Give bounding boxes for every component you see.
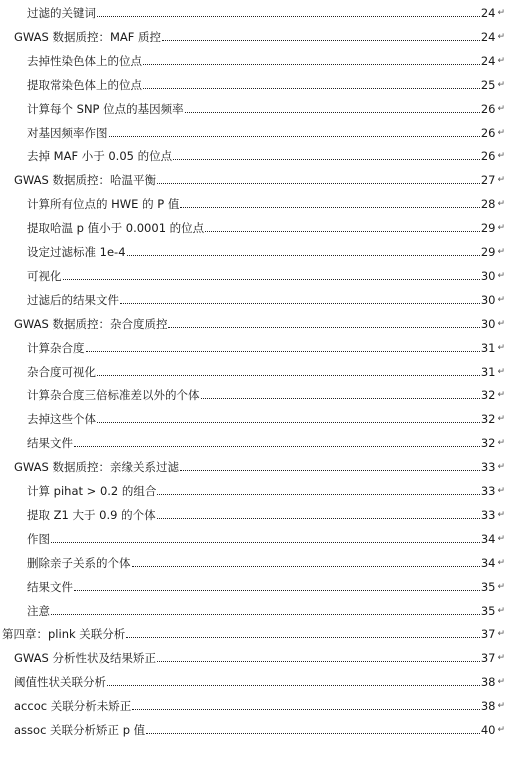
return-arrow-icon: ↵	[497, 79, 505, 90]
return-arrow-icon: ↵	[497, 151, 505, 162]
toc-entry-page-number: 33	[480, 484, 496, 498]
dot-leader	[205, 231, 480, 232]
toc-entry-link[interactable]	[27, 100, 505, 116]
dot-leader	[185, 112, 480, 113]
toc-entry-link[interactable]	[27, 578, 505, 594]
dot-leader	[74, 446, 480, 447]
return-arrow-icon: ↵	[497, 247, 505, 257]
toc-entry-link[interactable]	[27, 506, 505, 522]
toc-entry-link[interactable]	[14, 673, 505, 689]
toc-entry-title: 去掉 MAF 小于 0.05 的位点	[27, 149, 173, 164]
dot-leader	[74, 590, 480, 591]
toc-entry-title: 阈值性状关联分析	[14, 675, 106, 690]
return-arrow-icon: ↵	[497, 725, 505, 735]
toc-entry-link[interactable]	[27, 363, 505, 379]
return-arrow-icon: ↵	[497, 509, 505, 520]
return-arrow-icon: ↵	[497, 199, 505, 210]
dot-leader	[157, 661, 480, 662]
toc-entry-link[interactable]	[27, 243, 505, 259]
toc-entry-title: 计算 pihat > 0.2 的组合	[27, 484, 157, 498]
toc-entry-page-number: 31	[480, 364, 496, 379]
toc-entry-link[interactable]	[14, 28, 505, 44]
return-arrow-icon: ↵	[497, 366, 505, 377]
toc-entry-title: 计算每个 SNP 位点的基因频率	[27, 101, 184, 116]
toc-entry-link[interactable]	[27, 124, 505, 140]
toc-entry-title: 计算所有位点的 HWE 的 P 值	[27, 197, 180, 212]
toc-entry-link[interactable]	[2, 625, 505, 641]
toc-entry-title: 删除亲子关系的个体	[27, 555, 131, 570]
dot-leader	[157, 494, 479, 495]
toc-entry-link[interactable]	[27, 339, 505, 355]
toc-entry-title: 结果文件	[27, 436, 73, 451]
dot-leader	[126, 637, 480, 638]
toc-entry-link[interactable]	[27, 602, 505, 618]
toc-entry-title: GWAS 数据质控：MAF 质控	[14, 29, 162, 44]
toc-entry-link[interactable]	[27, 554, 505, 570]
toc-entry-page-number: 30	[480, 292, 496, 307]
return-arrow-icon: ↵	[497, 533, 505, 544]
toc-entry-title: 去掉这些个体	[27, 412, 96, 427]
toc-entry-page-number: 33	[480, 460, 496, 475]
toc-entry-page-number: 32	[480, 388, 496, 403]
toc-entry-page-number: 37	[480, 651, 496, 666]
dot-leader	[51, 614, 480, 615]
toc-entry-page-number: 33	[480, 507, 496, 522]
toc-entry-link[interactable]	[27, 52, 505, 68]
toc-entry-link[interactable]	[27, 4, 505, 20]
dot-leader	[120, 303, 480, 304]
toc-entry-title: 提取 Z1 大于 0.9 的个体	[27, 507, 156, 522]
toc-entry-title: 杂合度可视化	[27, 364, 96, 379]
toc-entry-link[interactable]	[27, 434, 505, 450]
toc-entry-page-number: 30	[480, 268, 496, 283]
dot-leader	[63, 279, 480, 280]
toc-entry-title: 可视化	[27, 268, 62, 283]
dot-leader	[132, 566, 480, 567]
dot-leader	[180, 207, 479, 208]
return-arrow-icon: ↵	[497, 462, 505, 473]
toc-entry-page-number: 24	[480, 6, 496, 20]
toc-entry-title: 过滤后的结果文件	[27, 292, 119, 307]
dot-leader	[157, 183, 480, 184]
toc-entry-link[interactable]	[27, 267, 505, 283]
toc-entry-link[interactable]	[14, 697, 505, 713]
dot-leader	[51, 542, 480, 543]
toc-entry-link[interactable]	[14, 458, 505, 474]
dot-leader	[146, 733, 480, 734]
toc-entry-page-number: 34	[480, 555, 496, 570]
dot-leader	[173, 159, 480, 160]
return-arrow-icon: ↵	[497, 31, 505, 42]
toc-entry-page-number: 26	[480, 101, 496, 116]
toc-entry-link[interactable]	[27, 195, 505, 211]
dot-leader	[162, 40, 480, 41]
toc-entry-title: 设定过滤标准 1e-4	[27, 245, 126, 259]
dot-leader	[180, 470, 480, 471]
return-arrow-icon: ↵	[497, 270, 505, 281]
return-arrow-icon: ↵	[497, 175, 505, 186]
toc-entry-title: 提取哈温 p 值小于 0.0001 的位点	[27, 221, 205, 236]
return-arrow-icon: ↵	[497, 438, 505, 449]
toc-entry-title: GWAS 分析性状及结果矫正	[14, 651, 156, 666]
toc-entry-page-number: 40	[480, 723, 496, 737]
toc-entry-link[interactable]	[27, 530, 505, 546]
dot-leader	[97, 422, 480, 423]
return-arrow-icon: ↵	[497, 605, 505, 616]
dot-leader	[107, 685, 480, 686]
return-arrow-icon: ↵	[497, 701, 505, 712]
return-arrow-icon: ↵	[497, 486, 505, 496]
toc-entry-page-number: 31	[480, 340, 496, 355]
toc-entry-page-number: 34	[480, 531, 496, 546]
return-arrow-icon: ↵	[497, 557, 505, 568]
toc-entry-page-number: 35	[480, 603, 496, 618]
return-arrow-icon: ↵	[497, 127, 505, 138]
return-arrow-icon: ↵	[497, 342, 505, 353]
toc-entry-page-number: 38	[480, 675, 496, 690]
toc-entry-title: 结果文件	[27, 579, 73, 594]
return-arrow-icon: ↵	[497, 55, 505, 66]
toc-entry-page-number: 32	[480, 412, 496, 427]
toc-entry-title: accoc 关联分析未矫正	[14, 699, 132, 714]
toc-entry-title: 注意	[27, 603, 50, 618]
return-arrow-icon: ↵	[497, 629, 505, 640]
dot-leader	[157, 518, 480, 519]
toc-entry-link[interactable]	[27, 219, 505, 235]
toc-entry-page-number: 30	[480, 316, 496, 331]
dot-leader	[86, 351, 480, 352]
toc-entry-link[interactable]	[14, 171, 505, 187]
dot-leader	[143, 64, 480, 65]
dot-leader	[97, 375, 480, 376]
toc-entry-link[interactable]	[27, 386, 505, 402]
toc-entry-page-number: 32	[480, 436, 496, 451]
toc-entry-link[interactable]	[14, 649, 505, 665]
return-arrow-icon: ↵	[497, 414, 505, 425]
toc-entry-title: 对基因频率作图	[27, 125, 108, 140]
dot-leader	[201, 398, 480, 399]
toc-entry-title: 作图	[27, 531, 50, 546]
dot-leader	[143, 88, 480, 89]
toc-entry-title: 过滤的关键词	[27, 6, 96, 20]
toc-entry-link[interactable]	[27, 291, 505, 307]
dot-leader	[97, 16, 480, 17]
toc-entry-page-number: 29	[480, 221, 496, 236]
dot-leader	[109, 136, 480, 137]
toc-entry-page-number: 26	[480, 125, 496, 140]
toc-entry-page-number: 25	[480, 77, 496, 92]
toc-entry-page-number: 28	[480, 197, 496, 212]
toc-entry-link[interactable]	[27, 482, 505, 498]
toc-entry-title: 计算杂合度	[27, 340, 85, 355]
toc-entry-page-number: 27	[480, 173, 496, 188]
return-arrow-icon: ↵	[497, 318, 505, 329]
toc-entry-page-number: 37	[480, 627, 496, 642]
toc-entry-page-number: 38	[480, 699, 496, 714]
return-arrow-icon: ↵	[497, 390, 505, 401]
return-arrow-icon: ↵	[497, 8, 505, 18]
return-arrow-icon: ↵	[497, 581, 505, 592]
toc-entry-title: 去掉性染色体上的位点	[27, 53, 142, 68]
toc-entry-link[interactable]	[27, 410, 505, 426]
toc-entry-page-number: 29	[480, 245, 496, 259]
dot-leader	[132, 709, 480, 710]
toc-entry-page-number: 26	[480, 149, 496, 164]
toc-entry-page-number: 35	[480, 579, 496, 594]
toc-entry-title: assoc 关联分析矫正 p 值	[14, 723, 146, 737]
toc-entry-page-number: 24	[480, 29, 496, 44]
toc-entry-link[interactable]	[27, 147, 505, 163]
return-arrow-icon: ↵	[497, 103, 505, 114]
return-arrow-icon: ↵	[497, 294, 505, 305]
return-arrow-icon: ↵	[497, 677, 505, 688]
return-arrow-icon: ↵	[497, 223, 505, 234]
toc-entry-title: GWAS 数据质控：亲缘关系过滤	[14, 460, 179, 475]
toc-entry-title: GWAS 数据质控：哈温平衡	[14, 173, 156, 188]
toc-entry-title: 第四章：plink 关联分析	[2, 627, 126, 642]
toc-entry-title: GWAS 数据质控：杂合度质控	[14, 316, 168, 331]
toc-entry-page-number: 24	[480, 53, 496, 68]
toc-entry-link[interactable]	[14, 721, 505, 737]
toc-entry-link[interactable]	[14, 315, 505, 331]
return-arrow-icon: ↵	[497, 653, 505, 664]
toc-entry-link[interactable]	[27, 76, 505, 92]
toc-entry-title: 提取常染色体上的位点	[27, 77, 142, 92]
dot-leader	[127, 255, 480, 256]
dot-leader	[168, 327, 479, 328]
toc-entry-title: 计算杂合度三倍标准差以外的个体	[27, 388, 200, 403]
